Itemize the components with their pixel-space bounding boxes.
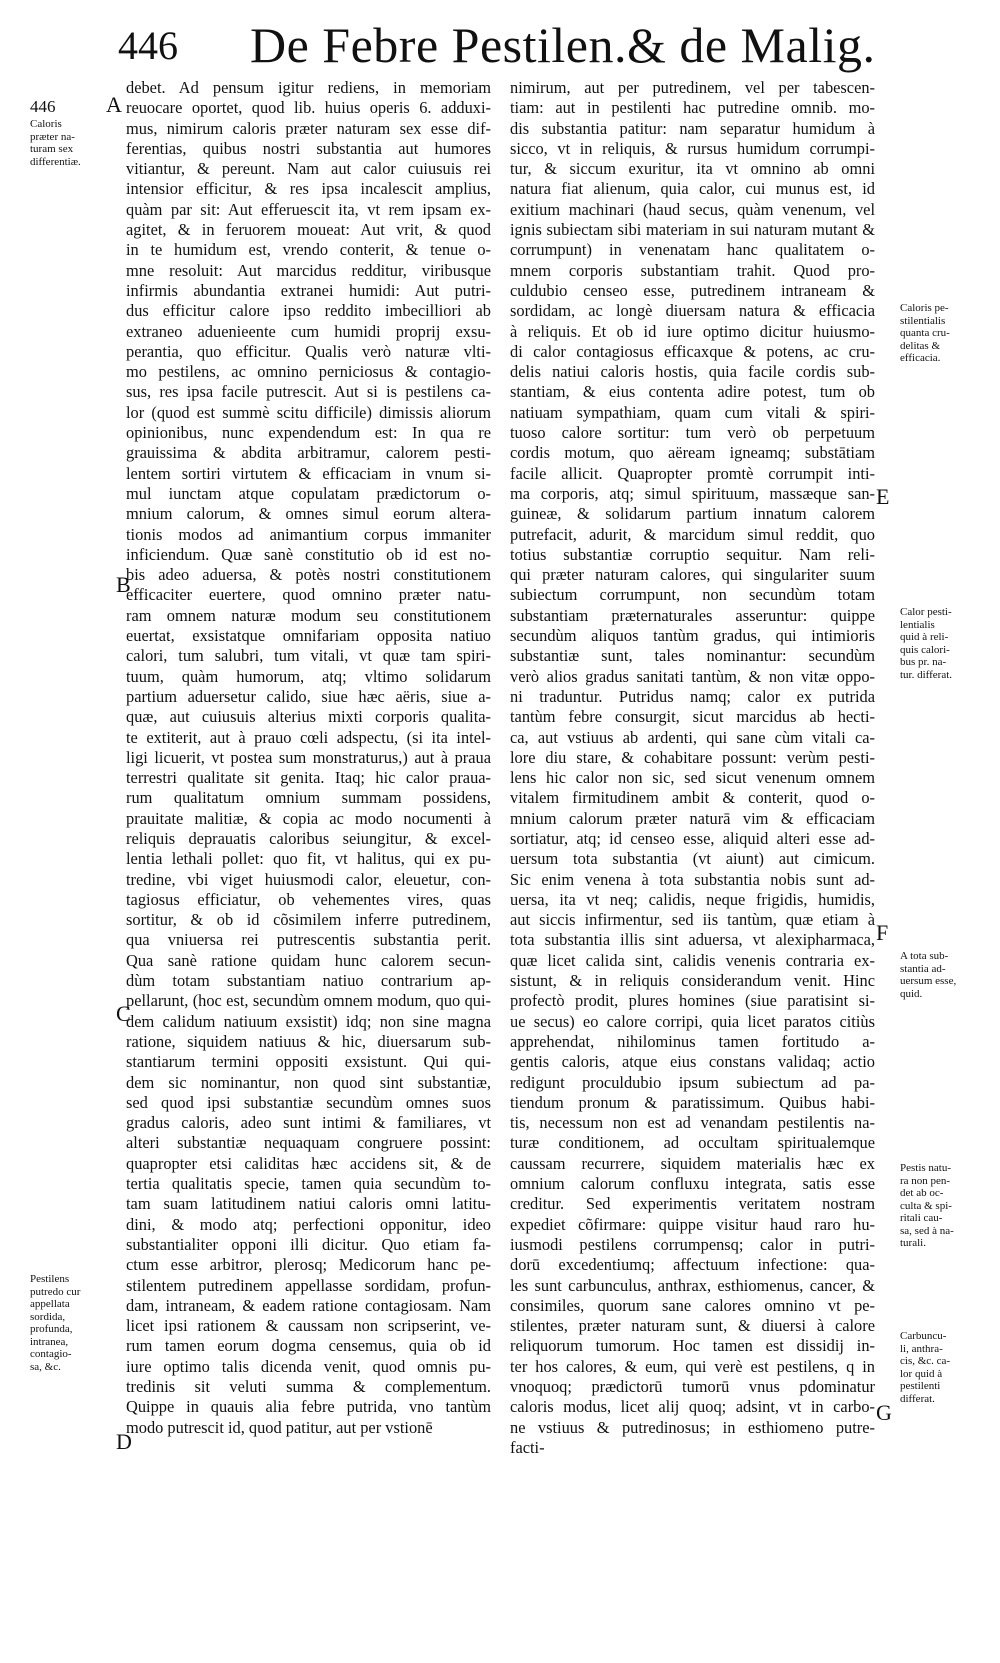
- text-line: Sic enim venena à tota substantia nobis sunt ad-: [510, 869, 875, 889]
- text-line: tis, necessum non est ad venandam pestilentis na-: [510, 1113, 875, 1133]
- text-line: sicco, vt in reliquis, & rursus humidum corrumpi-: [510, 138, 875, 158]
- text-line: tagiosus efficiatur, ob vehementes vires, quas: [126, 889, 491, 909]
- text-line: agitet, & in feruorem moueat: Aut vrit, & quod: [126, 220, 491, 240]
- text-line: in te humidum est, vrendo conterit, & tenue o-: [126, 240, 491, 260]
- text-line: redigunt proculdubio ipsum subiectum ad pa-: [510, 1072, 875, 1092]
- margin-note-line: sordida,: [30, 1310, 66, 1323]
- margin-note-left-1: [30, 118, 122, 168]
- text-line: tionis modos ad animantium corpus immaniter: [126, 524, 491, 544]
- text-line: substantiæ sunt, tales nominantur: secundùm: [510, 646, 875, 666]
- text-line: calori, tum salubri, tum vitali, vt quæ tam spiri-: [126, 646, 491, 666]
- text-line: terrestri qualitate sit genita. Itaq; hic calor praua-: [126, 768, 491, 788]
- text-line: ter hos calores, & eum, qui verè est pestilens, q in: [510, 1356, 875, 1376]
- text-line: facti-: [510, 1437, 545, 1457]
- text-line: ctum esse arbitror, plerosq; Medicorum hanc pe-: [126, 1255, 491, 1275]
- text-line: gentis caloris, atque eius constans validaq; actio: [510, 1052, 875, 1072]
- margin-note-line: det ab oc-: [900, 1187, 944, 1199]
- text-line: alteri substantiæ nequaquam congruere possint:: [126, 1133, 491, 1153]
- margin-note-line: delitas &: [900, 339, 941, 352]
- margin-note-line: Calor pesti-: [900, 606, 952, 618]
- text-line: ligi licuerit, vt postea sum monstraturus,) aut à praua: [126, 747, 491, 767]
- margin-note-right-2: [900, 606, 996, 681]
- text-line: ca, aut vstiuus ab ardenti, qui sane cùm vitali ca-: [510, 727, 875, 747]
- text-line: tiam: aut in pestilenti hac putredine omnib. mo-: [510, 98, 875, 118]
- running-head: De Febre Pestilen.& de Malig.: [250, 17, 876, 73]
- text-line: vitiantur, & pereunt. Nam aut calor cuiusuis rei: [126, 159, 491, 179]
- section-letter-c: C: [116, 1001, 131, 1026]
- text-line: Qua sanè ratione quidam hunc calorem secun-: [126, 950, 491, 970]
- text-line: sortiatur, atq; id censeo esse, aliquid alteri esse ad-: [510, 828, 875, 848]
- margin-note-line: pestilenti: [900, 1380, 941, 1392]
- margin-note-line: Pestilens: [30, 1273, 70, 1285]
- margin-note-line: præter na-: [30, 130, 75, 143]
- margin-note-line: quid à reli-: [900, 631, 949, 643]
- text-line: ratione, siquidem natiuus & hic, diuersarum sub-: [126, 1031, 491, 1051]
- margin-note-left-2: [30, 1273, 122, 1373]
- margin-page-ref: 446: [30, 97, 56, 116]
- text-line: natura fiat alienum, quia calor, cui munus est, id: [510, 179, 875, 199]
- text-line: dis substantia patitur: nam separatur humidum à: [510, 118, 875, 138]
- text-line: ignis subiectam sibi materiam in sui naturam mutant &: [510, 220, 875, 240]
- text-line: rum qualitatum omnium summam possidens,: [126, 788, 491, 808]
- text-line: lentia lethali pollet: quo fit, vt halitus, qui ex pu-: [126, 849, 491, 869]
- text-line: dem calidum natiuum exsistit) idq; non sine magna: [126, 1011, 491, 1031]
- text-line: stantiarum termini oppositi exsistunt. Qui qui-: [126, 1052, 491, 1072]
- text-line: reliquorum tumorum. Hoc tamen est dissidij in-: [510, 1336, 875, 1356]
- text-line: lens hic calor non sic, sed sicut venenum omnem: [510, 768, 875, 788]
- text-line: intensior efficitur, & res ipsa incalescit amplius,: [126, 179, 491, 199]
- text-line: perantia, quo efficitur. Qualis verò naturæ vlti-: [126, 341, 491, 361]
- text-line: Quippe in quauis alia febre putrida, vno tantùm: [126, 1397, 491, 1417]
- text-line: expediet cõfirmare: quippe visitur haud raro hu-: [510, 1214, 875, 1234]
- margin-note-line: uersum esse,: [900, 975, 957, 987]
- text-line: te extiterit, aut à prauo cœli adspectu, (si ita intel-: [126, 727, 491, 747]
- text-line: quapropter etsi caliditas hæc accidens sit, & de: [126, 1153, 491, 1173]
- text-line: ram omnem naturæ modum seu constitutionem: [126, 605, 491, 625]
- text-line: lentem sortiri virtutem & efficaciam in vnum si-: [126, 463, 491, 483]
- text-line: sus, res ipsa facile putrescit. Aut si is pestilens ca-: [126, 382, 491, 402]
- text-line: dam, intraneam, & eadem ratione contagiosam. Nam: [126, 1295, 491, 1315]
- margin-note-line: contagio-: [30, 1348, 72, 1360]
- text-line: creditur. Sed experimentis veritatem nostram: [510, 1194, 875, 1214]
- text-line: lore diu stare, & cohabitare possunt: verùm pesti-: [510, 747, 875, 767]
- text-line: facile allicit. Quapropter promtè corrumpit inti-: [510, 463, 875, 483]
- text-line: mnium calorum præter naturā vim & efficaciam: [510, 808, 875, 828]
- text-line: tertia qualitatis specie, tamen quia secundùm to-: [126, 1174, 491, 1194]
- margin-note-line: efficacia.: [900, 352, 941, 364]
- text-line: tantùm febre consurgit, sicut marcidus ab hecti-: [510, 707, 875, 727]
- margin-note-right-5: [900, 1330, 996, 1405]
- margin-note-line: turali.: [900, 1237, 926, 1249]
- text-line: tam suam latitudinem natiui caloris omni latitu-: [126, 1194, 491, 1214]
- text-line: uersa, ita vt neq; calidis, neque frigidis, humidis,: [510, 889, 875, 909]
- text-line: aut siccis infirmentur, sed iis tantùm, quæ etiam à: [510, 910, 875, 930]
- text-line: inficiendum. Quæ sanè constitutio ob id est no-: [126, 544, 491, 564]
- text-line: guineæ, & solidarum partium innatum calorem: [510, 504, 875, 524]
- text-line: licet ipsi rationem & caussam non scripserint, ve-: [126, 1316, 491, 1336]
- text-line: qua vniuersa rei putrescentis substantia perit.: [126, 930, 491, 950]
- margin-note-right-1: [900, 302, 996, 365]
- text-line: vitalem firmitudinem ambit & conterit, quod o-: [510, 788, 875, 808]
- text-line: iusmodi pestilens corrumpensq; calor in putri-: [510, 1234, 875, 1254]
- margin-note-line: lor quid à: [900, 1367, 943, 1380]
- margin-note-line: bus pr. na-: [900, 656, 947, 668]
- text-line: quàm par sit: Aut efferuescit ita, vt rem ipsam ex-: [126, 199, 491, 219]
- text-line: opinionibus, nunc expendendum est: In qua re: [126, 423, 491, 443]
- margin-note-line: Caloris: [30, 118, 62, 130]
- text-line: dus efficitur calore ipso reddito imbecilliori ab: [126, 301, 491, 321]
- margin-note-line: differentiæ.: [30, 155, 81, 168]
- text-line: à reliquis. Et ob id iure optimo dicitur huiusmo-: [510, 321, 875, 341]
- text-line: sed quod ipsi substantiæ secundùm omnes suos: [126, 1092, 491, 1112]
- margin-note-line: quid.: [900, 987, 923, 1000]
- text-line: prauitate malitiæ, & copia ac modo nocumenti à: [126, 808, 491, 828]
- text-line: mnem corporis substantiam trahit. Quod pro-: [510, 260, 875, 280]
- margin-note-line: Caloris pe-: [900, 302, 949, 314]
- text-line: vnoquoq; prædictorū tumorū vnus pdominatur: [510, 1377, 875, 1396]
- margin-note-line: quanta cru-: [900, 327, 950, 339]
- text-line: sordidam, ac longè diuersam natura & efficacia: [510, 301, 875, 321]
- text-line: quæ licet calida sint, calidis venenis contraria ex-: [510, 950, 875, 970]
- text-line: gradus caloris, adeo sunt intimi & familiares, vt: [126, 1113, 491, 1133]
- text-line: iure optimo talis dicenda venit, quod omnis pu-: [126, 1356, 491, 1376]
- text-line: lor (quod est summè scitu difficile) dimissis aliorum: [126, 402, 491, 422]
- margin-note-line: Carbuncu-: [900, 1330, 947, 1342]
- text-line: putrefacit, adurit, & marcidum simul reddit, quo: [510, 524, 875, 544]
- text-line: infirmis abundantia extranei humidi: Aut putri-: [126, 280, 491, 300]
- section-letter-a: A: [106, 92, 122, 117]
- text-line: mo pestilens, ac omnino perniciosus & contagio-: [126, 362, 491, 382]
- margin-note-line: ra non pen-: [900, 1174, 951, 1187]
- text-line: reuocare oportet, quod lib. huius operis 6. adduxi-: [126, 98, 491, 118]
- text-line: bis adeo aduersa, & potès nostri constitutionem: [126, 565, 491, 585]
- text-line: mne resoluit: Aut marcidus redditur, viribusque: [126, 260, 491, 280]
- text-line: sistunt, & in reliquis considerandum venit. Hinc: [510, 971, 875, 991]
- margin-note-line: tur. differat.: [900, 668, 953, 681]
- text-line: exitium machinari (haud secus, quàm venenum, vel: [510, 199, 875, 219]
- text-line: secundùm aliquos tantùm gradus, qui intimioris: [510, 626, 875, 646]
- text-line: stantiam, & eius contenta adire potest, tum ob: [510, 382, 875, 402]
- text-line: substantialiter opponi illi dicitur. Quo etiam fa-: [126, 1234, 491, 1254]
- margin-note-line: turam sex: [30, 143, 74, 155]
- text-line: mul iunctam atque copulatam prædictorum o-: [126, 483, 491, 503]
- text-line: partium aduersetur calido, siue hæc aëris, siue a-: [126, 686, 491, 706]
- text-line: natiuam sympathiam, quam cum vitali & spiri-: [510, 402, 875, 422]
- text-column-left: [126, 78, 491, 1438]
- text-line: tiendum pronum & paratissimum. Quibus habi-: [510, 1092, 875, 1112]
- margin-note-right-3: [900, 950, 996, 1000]
- text-column-right: [510, 78, 875, 1458]
- text-line: totius substantiæ corruptio sequitur. Nam reli-: [510, 544, 875, 564]
- text-line: profectò prodit, plures homines (siue paratisint si-: [510, 991, 875, 1011]
- margin-note-line: differat.: [900, 1392, 935, 1405]
- text-line: dorū excedentiumq; affectuum infectione: qua-: [510, 1255, 875, 1275]
- section-letter-f: F: [876, 920, 889, 945]
- margin-note-line: profunda,: [30, 1323, 73, 1335]
- text-line: les sunt carbunculus, anthrax, esthiomenus, cancer, &: [510, 1275, 875, 1295]
- text-line: stilentem putredinem appellasse sordidam, profun-: [126, 1275, 491, 1295]
- margin-note-line: culta & spi-: [900, 1199, 952, 1212]
- text-line: dem sic nominantur, non quod sint substantiæ,: [126, 1072, 491, 1092]
- section-letter-g: G: [876, 1400, 892, 1425]
- text-line: consimiles, quorum sane calores omnino vt pe-: [510, 1295, 875, 1315]
- text-line: qui præter naturam calores, qui singulariter suum: [510, 565, 875, 585]
- margin-note-line: intranea,: [30, 1335, 69, 1348]
- margin-note-line: Pestis natu-: [900, 1162, 952, 1174]
- text-line: ue secus) eo calore corripi, quia licet paratos citiùs: [510, 1011, 875, 1031]
- text-line: modo putrescit id, quod patitur, aut per vstionē: [126, 1417, 433, 1437]
- text-line: grauissima & abdita arbitramur, calorem pesti-: [126, 443, 491, 463]
- text-line: tredinis sit veluti summa & complementum.: [126, 1377, 491, 1396]
- text-line: delis natiui caloris hostis, quia facile cordis sub-: [510, 362, 875, 382]
- page-number: 446: [118, 23, 178, 68]
- text-line: quæ, aut cuiusuis alterius mixti corporis qualita-: [126, 707, 491, 727]
- text-line: uersum tota substantia (vt aiunt) aut cimicum.: [510, 849, 875, 869]
- text-line: tota substantia illis sint aduersa, vt alexipharmaca,: [510, 930, 875, 950]
- text-line: corrumpunt) in venenatam hanc qualitatem o-: [510, 240, 875, 260]
- text-line: ma corporis, atq; simul spirituum, massæque san-: [510, 483, 875, 503]
- text-line: caloris modus, licet alij quoq; adsint, vt in carbo-: [510, 1397, 875, 1417]
- text-line: dini, & modo atq; perfectioni opponitur, ideo: [126, 1214, 491, 1234]
- page-header: [0, 18, 1000, 78]
- text-line: verò alios gradus sanitati tantùm, & non vitæ oppo-: [510, 666, 875, 686]
- margin-note-right-4: [900, 1162, 996, 1250]
- text-line: mus, nimirum caloris præter naturam sex esse dif-: [126, 118, 491, 138]
- text-line: di calor contagiosus efficaxque & potens, ac cru-: [510, 341, 875, 361]
- text-line: ni traduntur. Putridus namq; calor ex putrida: [510, 686, 875, 706]
- margin-note-line: sa, &c.: [30, 1360, 61, 1373]
- text-line: stilentes, præter naturam sunt, & diuersi à calore: [510, 1316, 875, 1336]
- text-line: apprehendat, nihilominus tamen fortitudo a-: [510, 1031, 875, 1051]
- text-line: euertat, exsistatque omnifariam opposita natiuo: [126, 626, 491, 646]
- text-line: ferentias, quibus nostri substantia aut humores: [126, 138, 491, 158]
- margin-note-line: li, anthra-: [900, 1342, 943, 1355]
- margin-note-line: stilentialis: [900, 314, 946, 327]
- text-line: pellarunt, (hoc est, secundùm omnem modum, quo qui-: [126, 991, 491, 1011]
- text-line: tuoso calore sortitur: tum verò ob perpetuum: [510, 423, 875, 443]
- text-line: subiectum corrumpunt, non secundùm totam: [510, 585, 875, 605]
- text-line: extraneo aduenieente cum humidi proprij exsu-: [126, 321, 491, 341]
- text-line: culdubio censeo esse, putredinem intraneam &: [510, 280, 875, 300]
- text-line: tur, & siccum exuritur, ita vt omnino ab omni: [510, 159, 875, 179]
- text-line: rum tamen eorum dogma censemus, quia ob id: [126, 1336, 491, 1356]
- text-line: omnium calorum confluxu integrata, satis esse: [510, 1174, 875, 1194]
- text-line: dùm totam substantiam natiuo contrarium ap-: [126, 971, 491, 991]
- margin-note-line: A tota sub-: [900, 950, 949, 962]
- section-letter-e: E: [876, 484, 890, 509]
- margin-note-line: cis, &c. ca-: [900, 1355, 951, 1367]
- text-line: ne vstiuus & putredinosus; in esthiomeno putre-: [510, 1417, 875, 1437]
- margin-note-line: stantia ad-: [900, 962, 946, 975]
- margin-note-line: quis calori-: [900, 643, 950, 656]
- text-line: substantiam præternaturales asseruntur: quippe: [510, 605, 875, 625]
- margin-note-line: putredo cur: [30, 1285, 81, 1298]
- margin-note-line: ritali cau-: [900, 1212, 943, 1224]
- margin-note-line: lentialis: [900, 618, 935, 631]
- text-line: cordis motum, quo aëream igneamq; substātiam: [510, 443, 875, 463]
- text-line: caussam recurrere, siquidem materialis hæc ex: [510, 1153, 875, 1173]
- text-line: efficaciter euertere, quod omnino præter natu-: [126, 585, 491, 605]
- text-line: mnium calorum, & omnes simul eorum altera-: [126, 504, 491, 524]
- margin-note-line: sa, sed à na-: [900, 1224, 954, 1237]
- text-line: tredine, vbi viget huiusmodi calor, eleuetur, con-: [126, 869, 491, 889]
- section-letter-d: D: [116, 1429, 132, 1454]
- section-letter-b: B: [116, 572, 131, 597]
- text-line: reliquis deprauatis caloribus seiungitur, & excel-: [126, 828, 491, 848]
- text-line: sortitur, & ob id cõsimilem inferre putredinem,: [126, 910, 491, 930]
- text-line: nimirum, aut per putredinem, vel per tabescen-: [510, 78, 875, 97]
- text-line: turæ conditionem, ad occultam spiritualemque: [510, 1133, 875, 1153]
- text-line: tuum, quàm humorum, atq; vltimo solidarum: [126, 666, 491, 686]
- text-line: debet. Ad pensum igitur rediens, in memoriam: [126, 78, 491, 97]
- margin-note-line: appellata: [30, 1298, 70, 1310]
